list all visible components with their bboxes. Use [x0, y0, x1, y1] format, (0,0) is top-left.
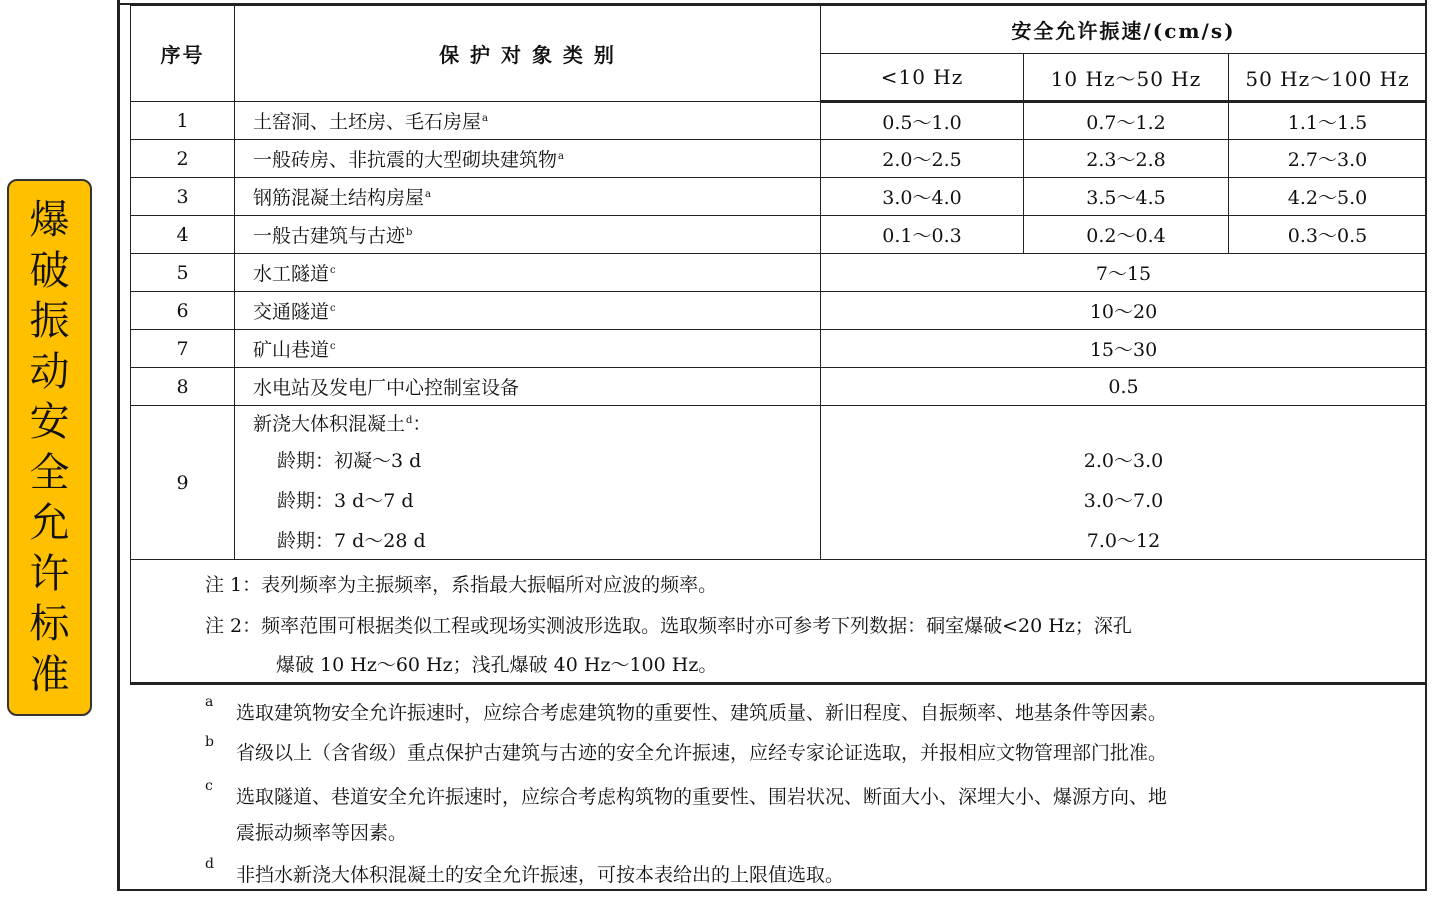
header-speed: 安全允许振速/(cm/s)	[821, 6, 1427, 54]
side-title-char: 标	[29, 601, 70, 647]
header-seq: 序号	[131, 6, 235, 102]
side-title-char: 爆	[29, 197, 70, 243]
document-page	[117, 0, 1427, 891]
footnote-a: 选取建筑物安全允许振速时，应综合考虑建筑物的重要性、建筑质量、新旧程度、自振频率、地基条件等因素。	[236, 702, 1168, 724]
table-row	[131, 520, 1427, 560]
side-title-char: 许	[29, 550, 70, 597]
footnote-mark: a	[558, 150, 564, 162]
value-merged: 7～15	[821, 254, 1427, 292]
row-object	[235, 254, 821, 292]
row-object	[235, 368, 821, 406]
age-value: 3.0～7.0	[821, 480, 1427, 520]
value-mid: 2.3～2.8	[1024, 140, 1229, 178]
row-number: 5	[131, 254, 235, 292]
row-number: 2	[131, 140, 235, 178]
object-label: 新浇大体积混凝土	[253, 413, 406, 436]
footnote-d: 非挡水新浇大体积混凝土的安全允许振速，可按本表给出的上限值选取。	[236, 864, 845, 886]
table-row	[131, 102, 1427, 140]
value-low: 0.1～0.3	[821, 216, 1024, 254]
side-title-char: 破	[29, 247, 70, 294]
table-row	[131, 368, 1427, 406]
object-colon: ：	[412, 413, 432, 436]
value-mid: 0.7～1.2	[1024, 102, 1229, 140]
side-title-char: 振	[29, 298, 70, 344]
value-merged: 10～20	[821, 292, 1427, 330]
footnote-divider	[130, 682, 1426, 685]
side-title-banner	[7, 179, 92, 716]
footnote-mark: c	[330, 302, 336, 314]
row-number: 4	[131, 216, 235, 254]
footnote-mark: a	[482, 112, 488, 124]
note-1: 注 1：表列频率为主振频率，系指最大振幅所对应波的频率。	[205, 574, 718, 596]
object-label: 土窑洞、土坯房、毛石房屋	[253, 111, 482, 133]
footnote-mark: c	[330, 340, 336, 352]
value-high: 1.1～1.5	[1229, 102, 1427, 140]
header-freq-mid: 10 Hz～50 Hz	[1024, 54, 1229, 102]
object-label: 一般古建筑与古迹	[253, 225, 406, 247]
age-label: 龄期：初凝～3 d	[235, 440, 821, 480]
row-number: 1	[131, 102, 235, 140]
object-label: 钢筋混凝土结构房屋	[253, 187, 425, 209]
row-object	[235, 406, 821, 440]
object-label: 交通隧道	[253, 301, 330, 323]
table-row	[131, 254, 1427, 292]
side-title-char: 全	[29, 449, 70, 496]
footnote-mark-c: c	[205, 778, 213, 794]
row-number: 7	[131, 330, 235, 368]
object-label: 水工隧道	[253, 263, 330, 285]
value-merged: 0.5	[821, 368, 1427, 406]
table-row	[131, 178, 1427, 216]
footnote-mark: c	[330, 264, 336, 276]
object-label: 一般砖房、非抗震的大型砌块建筑物	[253, 149, 558, 171]
age-value: 7.0～12	[821, 520, 1427, 560]
row-number: 8	[131, 368, 235, 406]
table-row	[131, 480, 1427, 520]
header-freq-high: 50 Hz～100 Hz	[1229, 54, 1427, 102]
footnote-mark-b: b	[205, 734, 214, 750]
row-object	[235, 330, 821, 368]
vibration-table	[130, 5, 1427, 560]
note-2-continuation: 爆破 10 Hz～60 Hz；浅孔爆破 40 Hz～100 Hz。	[276, 654, 718, 676]
footnote-c: 选取隧道、巷道安全允许振速时，应综合考虑构筑物的重要性、围岩状况、断面大小、深埋大小、爆源方向、地	[236, 786, 1168, 808]
age-value: 2.0～3.0	[821, 440, 1427, 480]
value-low: 3.0～4.0	[821, 178, 1024, 216]
footnote-mark: a	[425, 188, 431, 200]
row-object	[235, 292, 821, 330]
value-high: 0.3～0.5	[1229, 216, 1427, 254]
side-title-char: 允	[29, 500, 70, 546]
footnote-mark-a: a	[205, 694, 214, 710]
row-number: 9	[131, 406, 235, 560]
header-object: 保 护 对 象 类 别	[235, 6, 821, 102]
value-mid: 0.2～0.4	[1024, 216, 1229, 254]
table-row	[131, 140, 1427, 178]
value-merged: 15～30	[821, 330, 1427, 368]
side-title-char: 动	[29, 348, 70, 395]
side-title-char: 安	[29, 399, 70, 445]
header-freq-low: <10 Hz	[821, 54, 1024, 102]
footnote-mark: b	[406, 226, 413, 238]
row-object	[235, 140, 821, 178]
table-row	[131, 406, 1427, 440]
age-label: 龄期：7 d～28 d	[235, 520, 821, 560]
table-row	[131, 440, 1427, 480]
notes-section	[130, 560, 1426, 682]
row-number: 6	[131, 292, 235, 330]
row-object	[235, 178, 821, 216]
note-2: 注 2：频率范围可根据类似工程或现场实测波形选取。选取频率时亦可参考下列数据：硐室爆破<20 Hz；深孔	[205, 615, 1132, 637]
footnote-b: 省级以上（含省级）重点保护古建筑与古迹的安全允许振速，应经专家论证选取，并报相应文物管理部门批准。	[236, 742, 1168, 764]
footnote-mark-d: d	[205, 856, 214, 872]
row-object	[235, 102, 821, 140]
value-high: 4.2～5.0	[1229, 178, 1427, 216]
table-row	[131, 216, 1427, 254]
row-object	[235, 216, 821, 254]
age-label: 龄期：3 d～7 d	[235, 480, 821, 520]
side-title-char: 准	[29, 651, 70, 698]
value-low: 2.0～2.5	[821, 140, 1024, 178]
value-low: 0.5～1.0	[821, 102, 1024, 140]
row-number: 3	[131, 178, 235, 216]
footnote-c-continuation: 震振动频率等因素。	[236, 822, 408, 844]
table-row	[131, 330, 1427, 368]
value-mid: 3.5～4.5	[1024, 178, 1229, 216]
object-label: 水电站及发电厂中心控制室设备	[253, 377, 520, 399]
value-merged-empty	[821, 406, 1427, 440]
table-row	[131, 292, 1427, 330]
object-label: 矿山巷道	[253, 339, 330, 361]
value-high: 2.7～3.0	[1229, 140, 1427, 178]
footnote-mark: d	[406, 414, 413, 426]
